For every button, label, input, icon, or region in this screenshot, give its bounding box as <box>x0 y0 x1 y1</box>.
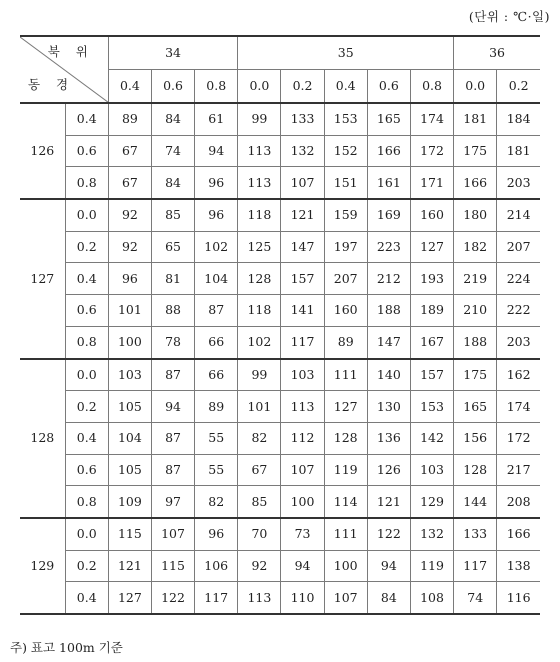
value-cell: 85 <box>151 199 194 231</box>
table-row <box>20 295 540 327</box>
value-cell: 92 <box>108 199 151 231</box>
longitude-sub-cell: 0.8 <box>65 167 108 199</box>
value-cell: 66 <box>195 359 238 391</box>
value-cell: 99 <box>238 103 281 135</box>
value-cell: 66 <box>195 326 238 358</box>
longitude-sub-cell: 0.2 <box>65 391 108 423</box>
value-cell: 67 <box>238 454 281 486</box>
value-cell: 114 <box>324 486 367 518</box>
corner-header-cell <box>20 36 108 103</box>
table-row <box>20 550 540 582</box>
value-cell: 122 <box>367 518 410 550</box>
value-cell: 175 <box>454 359 497 391</box>
value-cell: 184 <box>497 103 540 135</box>
value-cell: 223 <box>367 231 410 263</box>
value-cell: 117 <box>195 582 238 614</box>
value-cell: 87 <box>151 359 194 391</box>
unit-label: (단위 : ℃·일) <box>468 9 550 24</box>
table-row <box>20 135 540 167</box>
value-cell: 182 <box>454 231 497 263</box>
value-cell: 55 <box>195 454 238 486</box>
value-cell: 89 <box>324 326 367 358</box>
longitude-cell: 128 <box>20 359 65 518</box>
value-cell: 87 <box>195 295 238 327</box>
footnote: 주) 표고 100m 기준 <box>10 640 123 655</box>
value-cell: 128 <box>324 422 367 454</box>
latitude-sub-header: 0.0 <box>454 70 497 104</box>
value-cell: 105 <box>108 454 151 486</box>
value-cell: 70 <box>238 518 281 550</box>
value-cell: 96 <box>195 518 238 550</box>
value-cell: 94 <box>281 550 324 582</box>
value-cell: 103 <box>281 359 324 391</box>
table-header <box>20 36 540 103</box>
value-cell: 85 <box>238 486 281 518</box>
value-cell: 84 <box>151 103 194 135</box>
longitude-sub-cell: 0.4 <box>65 422 108 454</box>
longitude-sub-cell: 0.4 <box>65 582 108 614</box>
longitude-group-129 <box>20 518 540 614</box>
longitude-cell: 127 <box>20 199 65 358</box>
value-cell: 181 <box>497 135 540 167</box>
table-row <box>20 167 540 199</box>
value-cell: 105 <box>108 391 151 423</box>
value-cell: 73 <box>281 518 324 550</box>
value-cell: 161 <box>367 167 410 199</box>
longitude-sub-cell: 0.6 <box>65 295 108 327</box>
value-cell: 153 <box>410 391 453 423</box>
degree-days-table <box>20 35 540 615</box>
value-cell: 97 <box>151 486 194 518</box>
table-row <box>20 263 540 295</box>
value-cell: 101 <box>108 295 151 327</box>
latitude-sub-header: 0.2 <box>281 70 324 104</box>
value-cell: 96 <box>195 199 238 231</box>
value-cell: 147 <box>367 326 410 358</box>
value-cell: 126 <box>367 454 410 486</box>
value-cell: 92 <box>108 231 151 263</box>
value-cell: 203 <box>497 167 540 199</box>
value-cell: 151 <box>324 167 367 199</box>
value-cell: 130 <box>367 391 410 423</box>
longitude-cell: 129 <box>20 518 65 614</box>
value-cell: 99 <box>238 359 281 391</box>
longitude-sub-cell: 0.0 <box>65 359 108 391</box>
value-cell: 121 <box>281 199 324 231</box>
value-cell: 157 <box>410 359 453 391</box>
value-cell: 160 <box>324 295 367 327</box>
value-cell: 180 <box>454 199 497 231</box>
value-cell: 67 <box>108 135 151 167</box>
latitude-35-header: 35 <box>238 36 454 70</box>
longitude-sub-cell: 0.4 <box>65 103 108 135</box>
longitude-sub-cell: 0.0 <box>65 199 108 231</box>
longitude-group-126 <box>20 103 540 199</box>
value-cell: 210 <box>454 295 497 327</box>
table-row <box>20 199 540 231</box>
latitude-sub-header: 0.2 <box>497 70 540 104</box>
value-cell: 84 <box>367 582 410 614</box>
value-cell: 107 <box>281 454 324 486</box>
value-cell: 156 <box>454 422 497 454</box>
value-cell: 102 <box>195 231 238 263</box>
value-cell: 129 <box>410 486 453 518</box>
value-cell: 174 <box>410 103 453 135</box>
value-cell: 127 <box>324 391 367 423</box>
value-cell: 87 <box>151 454 194 486</box>
table-row <box>20 518 540 550</box>
longitude-sub-cell: 0.8 <box>65 486 108 518</box>
value-cell: 128 <box>454 454 497 486</box>
value-cell: 224 <box>497 263 540 295</box>
value-cell: 106 <box>195 550 238 582</box>
value-cell: 94 <box>367 550 410 582</box>
value-cell: 107 <box>281 167 324 199</box>
value-cell: 165 <box>454 391 497 423</box>
value-cell: 94 <box>195 135 238 167</box>
value-cell: 203 <box>497 326 540 358</box>
value-cell: 214 <box>497 199 540 231</box>
value-cell: 115 <box>108 518 151 550</box>
value-cell: 166 <box>497 518 540 550</box>
value-cell: 147 <box>281 231 324 263</box>
value-cell: 88 <box>151 295 194 327</box>
value-cell: 104 <box>108 422 151 454</box>
table-row <box>20 326 540 358</box>
latitude-sub-header: 0.0 <box>238 70 281 104</box>
value-cell: 172 <box>497 422 540 454</box>
value-cell: 167 <box>410 326 453 358</box>
value-cell: 113 <box>238 582 281 614</box>
value-cell: 78 <box>151 326 194 358</box>
value-cell: 188 <box>454 326 497 358</box>
value-cell: 207 <box>324 263 367 295</box>
value-cell: 121 <box>108 550 151 582</box>
value-cell: 160 <box>410 199 453 231</box>
latitude-36-header: 36 <box>454 36 540 70</box>
value-cell: 142 <box>410 422 453 454</box>
value-cell: 113 <box>281 391 324 423</box>
value-cell: 159 <box>324 199 367 231</box>
value-cell: 197 <box>324 231 367 263</box>
value-cell: 133 <box>454 518 497 550</box>
latitude-label: 북 위 <box>47 44 94 59</box>
value-cell: 174 <box>497 391 540 423</box>
longitude-sub-cell: 0.2 <box>65 550 108 582</box>
value-cell: 157 <box>281 263 324 295</box>
value-cell: 96 <box>195 167 238 199</box>
value-cell: 188 <box>367 295 410 327</box>
value-cell: 101 <box>238 391 281 423</box>
value-cell: 172 <box>410 135 453 167</box>
value-cell: 96 <box>108 263 151 295</box>
table-row <box>20 422 540 454</box>
table-row <box>20 454 540 486</box>
value-cell: 108 <box>410 582 453 614</box>
value-cell: 100 <box>108 326 151 358</box>
value-cell: 117 <box>454 550 497 582</box>
table-row <box>20 231 540 263</box>
value-cell: 171 <box>410 167 453 199</box>
value-cell: 84 <box>151 167 194 199</box>
latitude-sub-header: 0.6 <box>367 70 410 104</box>
value-cell: 132 <box>410 518 453 550</box>
value-cell: 127 <box>108 582 151 614</box>
longitude-group-128 <box>20 359 540 518</box>
table-row <box>20 391 540 423</box>
value-cell: 74 <box>151 135 194 167</box>
latitude-34-header: 34 <box>108 36 238 70</box>
value-cell: 140 <box>367 359 410 391</box>
latitude-sub-header: 0.6 <box>151 70 194 104</box>
value-cell: 103 <box>108 359 151 391</box>
value-cell: 207 <box>497 231 540 263</box>
value-cell: 100 <box>281 486 324 518</box>
value-cell: 65 <box>151 231 194 263</box>
table-row <box>20 103 540 135</box>
longitude-group-127 <box>20 199 540 358</box>
value-cell: 133 <box>281 103 324 135</box>
value-cell: 118 <box>238 295 281 327</box>
latitude-sub-header: 0.4 <box>108 70 151 104</box>
value-cell: 125 <box>238 231 281 263</box>
longitude-sub-cell: 0.4 <box>65 263 108 295</box>
value-cell: 82 <box>238 422 281 454</box>
value-cell: 128 <box>238 263 281 295</box>
table-row <box>20 582 540 614</box>
value-cell: 181 <box>454 103 497 135</box>
value-cell: 113 <box>238 167 281 199</box>
table-row <box>20 486 540 518</box>
value-cell: 217 <box>497 454 540 486</box>
value-cell: 103 <box>410 454 453 486</box>
value-cell: 107 <box>324 582 367 614</box>
value-cell: 107 <box>151 518 194 550</box>
value-cell: 175 <box>454 135 497 167</box>
value-cell: 122 <box>151 582 194 614</box>
value-cell: 100 <box>324 550 367 582</box>
value-cell: 169 <box>367 199 410 231</box>
value-cell: 119 <box>410 550 453 582</box>
value-cell: 166 <box>367 135 410 167</box>
value-cell: 110 <box>281 582 324 614</box>
longitude-sub-cell: 0.2 <box>65 231 108 263</box>
value-cell: 152 <box>324 135 367 167</box>
value-cell: 82 <box>195 486 238 518</box>
value-cell: 219 <box>454 263 497 295</box>
value-cell: 109 <box>108 486 151 518</box>
latitude-sub-header: 0.4 <box>324 70 367 104</box>
value-cell: 208 <box>497 486 540 518</box>
longitude-label: 동 경 <box>28 77 75 92</box>
value-cell: 55 <box>195 422 238 454</box>
value-cell: 94 <box>151 391 194 423</box>
value-cell: 165 <box>367 103 410 135</box>
value-cell: 113 <box>238 135 281 167</box>
value-cell: 166 <box>454 167 497 199</box>
value-cell: 89 <box>195 391 238 423</box>
value-cell: 67 <box>108 167 151 199</box>
table-row <box>20 359 540 391</box>
value-cell: 92 <box>238 550 281 582</box>
value-cell: 81 <box>151 263 194 295</box>
latitude-sub-header: 0.8 <box>195 70 238 104</box>
value-cell: 118 <box>238 199 281 231</box>
value-cell: 162 <box>497 359 540 391</box>
value-cell: 136 <box>367 422 410 454</box>
value-cell: 116 <box>497 582 540 614</box>
value-cell: 87 <box>151 422 194 454</box>
longitude-cell: 126 <box>20 103 65 199</box>
value-cell: 111 <box>324 518 367 550</box>
value-cell: 189 <box>410 295 453 327</box>
value-cell: 222 <box>497 295 540 327</box>
longitude-sub-cell: 0.6 <box>65 135 108 167</box>
longitude-sub-cell: 0.8 <box>65 326 108 358</box>
value-cell: 117 <box>281 326 324 358</box>
value-cell: 89 <box>108 103 151 135</box>
value-cell: 102 <box>238 326 281 358</box>
value-cell: 119 <box>324 454 367 486</box>
value-cell: 132 <box>281 135 324 167</box>
value-cell: 115 <box>151 550 194 582</box>
value-cell: 144 <box>454 486 497 518</box>
value-cell: 193 <box>410 263 453 295</box>
value-cell: 104 <box>195 263 238 295</box>
longitude-sub-cell: 0.6 <box>65 454 108 486</box>
value-cell: 121 <box>367 486 410 518</box>
value-cell: 61 <box>195 103 238 135</box>
value-cell: 212 <box>367 263 410 295</box>
value-cell: 153 <box>324 103 367 135</box>
longitude-sub-cell: 0.0 <box>65 518 108 550</box>
value-cell: 138 <box>497 550 540 582</box>
value-cell: 74 <box>454 582 497 614</box>
value-cell: 141 <box>281 295 324 327</box>
value-cell: 127 <box>410 231 453 263</box>
value-cell: 112 <box>281 422 324 454</box>
value-cell: 111 <box>324 359 367 391</box>
latitude-sub-header: 0.8 <box>410 70 453 104</box>
